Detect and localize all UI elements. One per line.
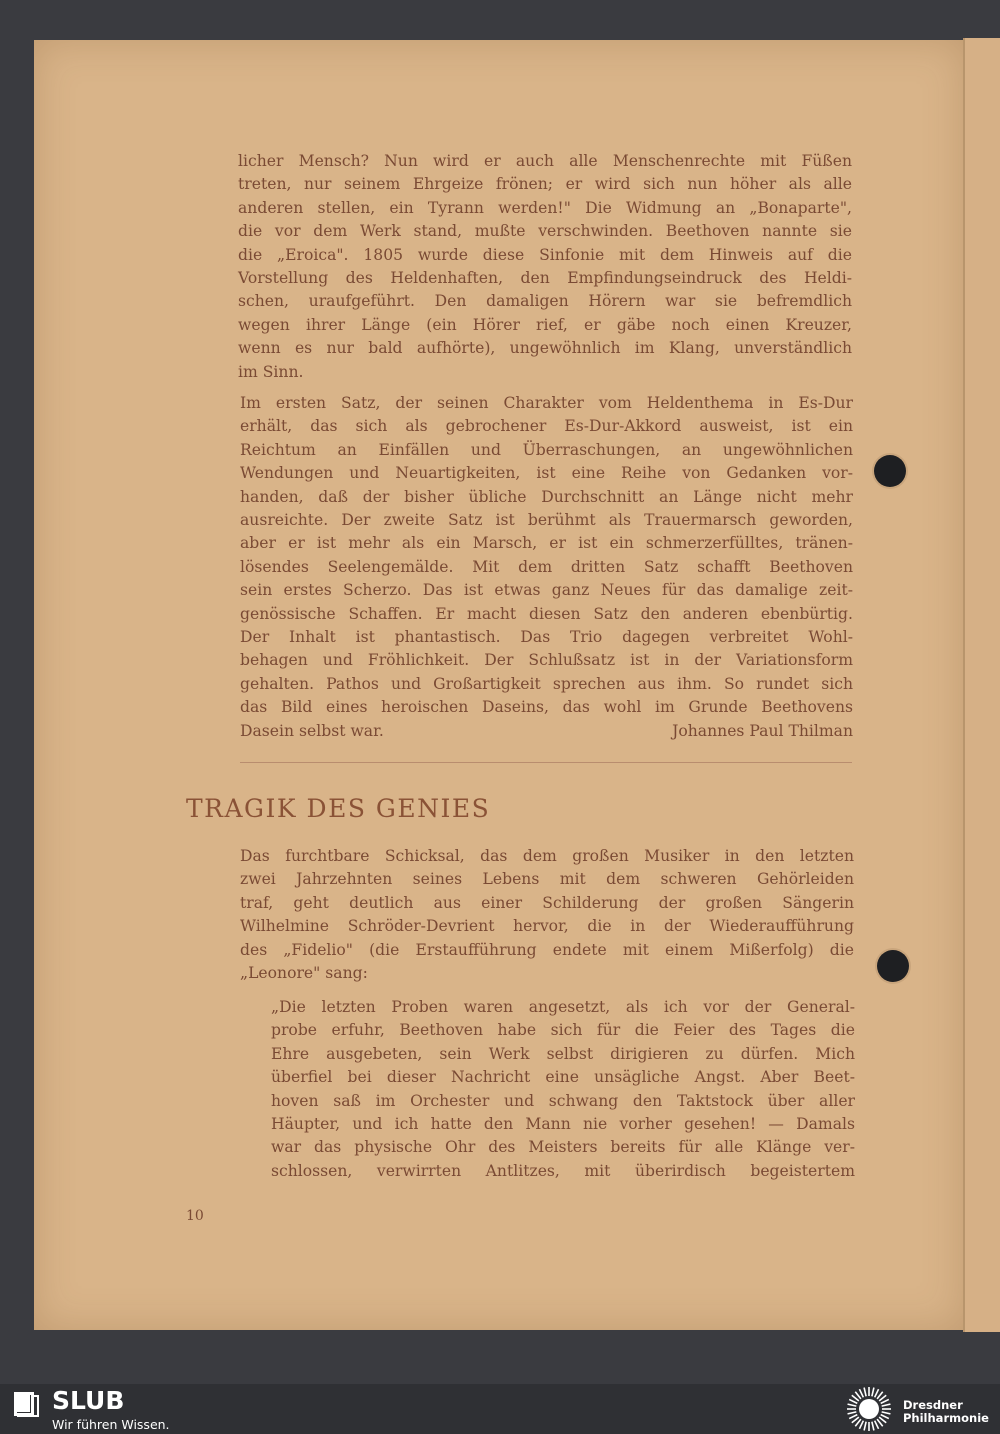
text-line: Das furchtbare Schicksal, das dem großen Musiker in den letzten bbox=[240, 847, 854, 865]
text-line: die vor dem Werk stand, mußte verschwinden. Beethoven nannte sie bbox=[238, 222, 852, 241]
sunburst-ray bbox=[864, 1388, 866, 1397]
library-tagline: Wir führen Wissen. bbox=[52, 1417, 170, 1432]
page-number: 10 bbox=[186, 1208, 204, 1224]
text-line: Im ersten Satz, der seinen Charakter vom Heldenthema in Es-Dur bbox=[240, 394, 853, 412]
paragraph-fate bbox=[240, 845, 854, 985]
sunburst-ray bbox=[859, 1389, 863, 1397]
text-line: zwei Jahrzehnten seines Lebens mit dem schweren Gehörleiden bbox=[240, 870, 854, 889]
sunburst-ray bbox=[875, 1389, 879, 1397]
sunburst-ray bbox=[881, 1415, 889, 1419]
paragraph-movements bbox=[240, 392, 853, 720]
text-line: gehalten. Pathos und Großartigkeit sprechen aus ihm. So rundet sich bbox=[240, 674, 853, 693]
sunburst-ray bbox=[849, 1399, 857, 1403]
text-line: die „Eroica". 1805 wurde diese Sinfonie mit dem Hinweis auf die bbox=[238, 245, 852, 264]
sunburst-ray bbox=[872, 1388, 874, 1397]
sunburst-ray bbox=[882, 1412, 891, 1414]
partner-name-line1: Dresdner bbox=[903, 1398, 963, 1412]
book-icon bbox=[12, 1390, 42, 1418]
sunburst-ray bbox=[848, 1412, 857, 1414]
text-line: genössische Schaffen. Er macht diesen Satz den anderen ebenbürtig. bbox=[240, 604, 853, 623]
text-line: schlossen, verwirrten Antlitzes, mit überirdisch begeistertem bbox=[271, 1161, 855, 1180]
text-line: wenn es nur bald aufhörte), ungewöhnlich im Klang, unverständlich bbox=[238, 339, 852, 358]
closing-phrase: Dasein selbst war. bbox=[240, 722, 384, 740]
text-line: Häupter, und ich hatte den Mann nie vorher gesehen! — Damals bbox=[271, 1115, 855, 1134]
text-line: das Bild eines heroischen Daseins, das wohl im Grunde Beethovens bbox=[240, 698, 853, 717]
signature-block bbox=[240, 720, 853, 743]
text-line: des „Fidelio" (die Erstaufführung endete mit einem Mißerfolg) die bbox=[240, 940, 854, 959]
text-line: hoven saß im Orchester und schwang den Taktstock über aller bbox=[271, 1091, 855, 1110]
author-name: Johannes Paul Thilman bbox=[672, 722, 853, 740]
binding-hole-bottom bbox=[877, 950, 909, 982]
text-line: „Die letzten Proben waren angesetzt, als ich vor der General- bbox=[271, 998, 855, 1016]
footer-bar bbox=[0, 1384, 1000, 1434]
sunburst-ray bbox=[849, 1415, 857, 1419]
text-line: Vorstellung des Heldenhaften, den Empfindungseindruck des Heldi- bbox=[238, 269, 852, 288]
section-divider bbox=[240, 762, 852, 763]
partner-name[interactable] bbox=[903, 1399, 989, 1425]
text-line: war das physische Ohr des Meisters bereits für alle Klänge ver- bbox=[271, 1138, 855, 1157]
adjacent-page-edge bbox=[963, 38, 1000, 1332]
text-line: sein erstes Scherzo. Das ist etwas ganz Neues für das damalige zeit- bbox=[240, 581, 853, 600]
text-line: wegen ihrer Länge (ein Hörer rief, er gäbe noch einen Kreuzer, bbox=[238, 315, 852, 334]
binding-hole-top bbox=[874, 455, 906, 487]
library-name[interactable]: SLUB bbox=[52, 1386, 125, 1415]
text-line: traf, geht deutlich aus einer Schilderung der großen Sängerin bbox=[240, 893, 854, 912]
text-line: Wendungen und Neuartigkeiten, ist eine Reihe von Gedanken vor- bbox=[240, 464, 853, 483]
quote-schroeder-devrient bbox=[271, 996, 855, 1183]
text-line: aber er ist mehr als ein Marsch, er ist ein schmerzerfülltes, tränen- bbox=[240, 534, 853, 553]
sunburst-ray bbox=[859, 1421, 863, 1429]
text-line: Der Inhalt ist phantastisch. Das Trio dagegen verbreitet Wohl- bbox=[240, 628, 853, 647]
text-line: im Sinn. bbox=[238, 362, 304, 381]
paragraph-eroica-history bbox=[238, 150, 852, 384]
text-line: Ehre ausgebeten, sein Werk selbst dirigieren zu dürfen. Mich bbox=[271, 1044, 855, 1063]
sunburst-ray bbox=[881, 1399, 889, 1403]
partner-name-line2: Philharmonie bbox=[903, 1411, 989, 1425]
text-line: überfiel bei dieser Nachricht eine unsägliche Angst. Aber Beet- bbox=[271, 1068, 855, 1087]
section-heading: TRAGIK DES GENIES bbox=[186, 794, 491, 823]
text-line: lösendes Seelengemälde. Mit dem dritten Satz schafft Beethoven bbox=[240, 557, 853, 576]
sunburst-ray bbox=[882, 1404, 891, 1406]
text-line: licher Mensch? Nun wird er auch alle Menschenrechte mit Füßen bbox=[238, 152, 852, 170]
text-line: erhält, das sich als gebrochener Es-Dur-Akkord ausweist, ist ein bbox=[240, 417, 853, 436]
text-line: Reichtum an Einfällen und Überraschungen, an ungewöhnlichen bbox=[240, 440, 853, 459]
text-line: behagen und Fröhlichkeit. Der Schlußsatz ist in der Variationsform bbox=[240, 651, 853, 670]
text-line: anderen stellen, ein Tyrann werden!" Die Widmung an „Bonaparte", bbox=[238, 198, 852, 217]
text-line: „Leonore" sang: bbox=[240, 964, 368, 983]
sunburst-logo[interactable] bbox=[844, 1386, 894, 1432]
text-line: handen, daß der bisher übliche Durchschnitt an Länge nicht mehr bbox=[240, 487, 853, 506]
text-line: probe erfuhr, Beethoven habe sich für die Feier des Tages die bbox=[271, 1021, 855, 1040]
sunburst-ray bbox=[875, 1421, 879, 1429]
text-line: ausreichte. Der zweite Satz ist berühmt als Trauermarsch geworden, bbox=[240, 511, 853, 530]
text-line: treten, nur seinem Ehrgeize frönen; er wird sich nun höher als alle bbox=[238, 175, 852, 194]
sunburst-ray bbox=[848, 1404, 857, 1406]
sunburst-ray bbox=[864, 1422, 866, 1431]
text-line: schen, uraufgeführt. Den damaligen Hörern war sie befremdlich bbox=[238, 292, 852, 311]
text-line: Wilhelmine Schröder-Devrient hervor, die in der Wiederaufführung bbox=[240, 917, 854, 936]
sunburst-ray bbox=[872, 1422, 874, 1431]
sunburst-center bbox=[859, 1399, 879, 1419]
